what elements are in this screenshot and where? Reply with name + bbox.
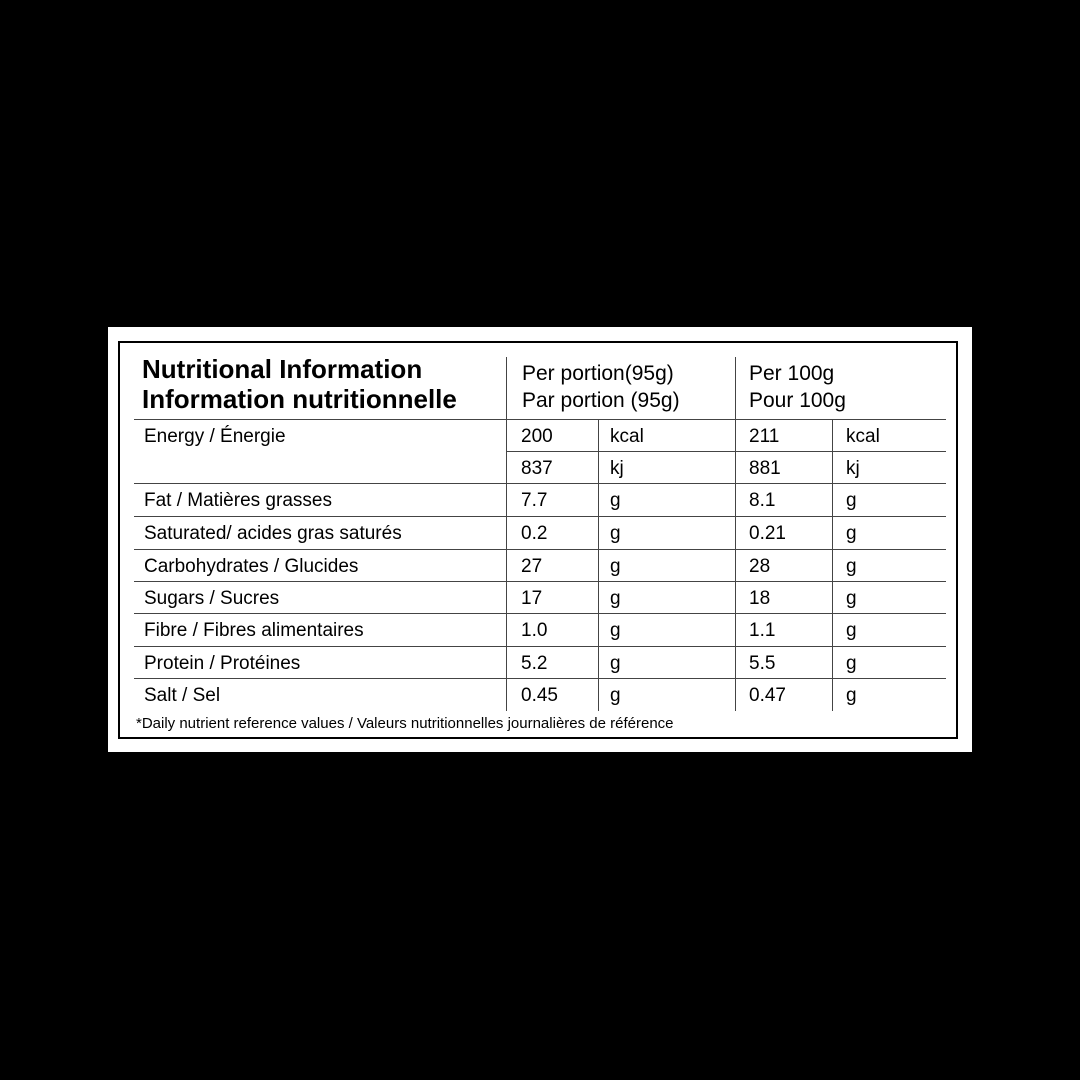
per-100g-unit: g <box>846 556 857 577</box>
column-divider-100g <box>735 357 736 711</box>
energy-subrow-divider <box>506 451 946 452</box>
row-divider <box>134 678 946 679</box>
nutrient-label: Saturated/ acides gras saturés <box>144 523 402 544</box>
per-portion-value: 7.7 <box>521 490 548 511</box>
per-portion-unit: g <box>610 620 621 641</box>
nutrient-label: Carbohydrates / Glucides <box>144 556 359 577</box>
per-portion-unit: g <box>610 588 621 609</box>
column-divider-portion <box>506 357 507 711</box>
row-divider <box>134 646 946 647</box>
nutrient-label: Sugars / Sucres <box>144 588 280 609</box>
header-per-100g-fr: Pour 100g <box>749 389 846 412</box>
per-portion-unit: g <box>610 653 621 674</box>
per-100g-unit: g <box>846 620 857 641</box>
row-divider <box>134 581 946 582</box>
per-portion-unit: g <box>610 556 621 577</box>
per-100g-value: 0.47 <box>749 685 786 706</box>
per-100g-value: 211 <box>749 426 780 447</box>
per-portion-value: 837 <box>521 458 553 479</box>
header-per-100g-en: Per 100g <box>749 362 835 385</box>
per-100g-value: 28 <box>749 556 771 577</box>
per-portion-value: 200 <box>521 426 553 447</box>
per-portion-value: 27 <box>521 556 543 577</box>
title-french: Information nutritionnelle <box>142 384 457 414</box>
per-100g-value: 8.1 <box>749 490 776 511</box>
per-100g-value: 5.5 <box>749 653 776 674</box>
per-portion-unit: g <box>610 490 621 511</box>
header-divider <box>134 419 946 420</box>
per-100g-value: 18 <box>749 588 771 609</box>
per-100g-unit: kcal <box>846 426 880 447</box>
per-100g-unit: g <box>846 653 857 674</box>
column-divider-100g-unit <box>832 419 833 711</box>
row-divider <box>134 613 946 614</box>
row-divider <box>134 549 946 550</box>
nutrition-label <box>108 327 972 752</box>
per-portion-value: 1.0 <box>521 620 548 641</box>
nutrient-label: Salt / Sel <box>144 685 221 706</box>
per-100g-value: 0.21 <box>749 523 786 544</box>
per-100g-unit: g <box>846 588 857 609</box>
title-english: Nutritional Information <box>142 354 423 384</box>
per-100g-value: 881 <box>749 458 781 479</box>
footnote: *Daily nutrient reference values / Valeurs nutritionnelles journalières de référence <box>136 715 674 732</box>
per-100g-unit: g <box>846 523 857 544</box>
nutrient-label: Fat / Matières grasses <box>144 490 332 511</box>
per-portion-unit: kj <box>610 458 624 479</box>
per-100g-unit: g <box>846 490 857 511</box>
header-per-portion-fr: Par portion (95g) <box>522 389 680 412</box>
per-portion-value: 0.2 <box>521 523 548 544</box>
per-100g-unit: g <box>846 685 857 706</box>
header-per-portion-en: Per portion(95g) <box>522 362 674 385</box>
per-portion-unit: g <box>610 523 621 544</box>
nutrient-label: Protein / Protéines <box>144 653 301 674</box>
column-divider-portion-unit <box>598 419 599 711</box>
per-100g-unit: kj <box>846 458 860 479</box>
per-portion-value: 5.2 <box>521 653 548 674</box>
nutrient-label: Fibre / Fibres alimentaires <box>144 620 364 641</box>
per-100g-value: 1.1 <box>749 620 776 641</box>
nutrient-label: Energy / Énergie <box>144 426 286 447</box>
per-portion-value: 17 <box>521 588 543 609</box>
row-divider <box>134 483 946 484</box>
per-portion-unit: g <box>610 685 621 706</box>
per-portion-value: 0.45 <box>521 685 558 706</box>
per-portion-unit: kcal <box>610 426 644 447</box>
row-divider <box>134 516 946 517</box>
